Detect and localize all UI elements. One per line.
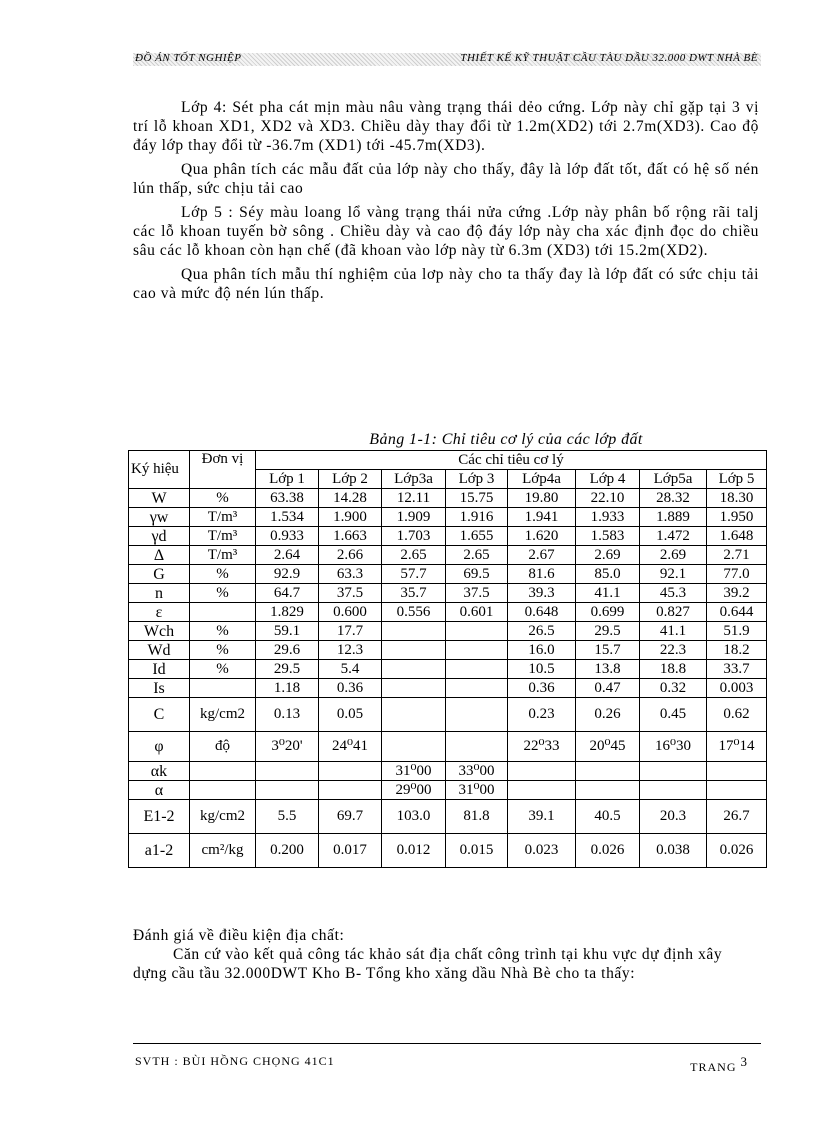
row-value: 0.13 xyxy=(256,698,319,732)
row-unit: T/m³ xyxy=(190,546,256,565)
row-symbol: φ xyxy=(129,732,190,762)
row-value: 0.601 xyxy=(446,603,508,622)
row-value: 69.7 xyxy=(319,800,382,834)
col-symbol-header: Ký hiệu xyxy=(129,451,190,489)
row-value: 17.7 xyxy=(319,622,382,641)
footer-author: SVTH : BÙI HỒNG CHỌNG 41C1 xyxy=(135,1054,335,1068)
row-value: 0.26 xyxy=(576,698,640,732)
row-value: 0.699 xyxy=(576,603,640,622)
row-value: 16.0 xyxy=(508,641,576,660)
row-value: 0.015 xyxy=(446,834,508,868)
row-value xyxy=(446,679,508,698)
row-symbol: αk xyxy=(129,762,190,781)
row-value: 85.0 xyxy=(576,565,640,584)
row-value: 1.534 xyxy=(256,508,319,527)
row-value xyxy=(446,622,508,641)
row-value: 26.5 xyxy=(508,622,576,641)
row-value: 3⁰20' xyxy=(256,732,319,762)
row-symbol: ε xyxy=(129,603,190,622)
row-value: 20.3 xyxy=(640,800,707,834)
row-value: 2.69 xyxy=(640,546,707,565)
col-unit-header: Đơn vị xyxy=(190,451,256,489)
footer-rule xyxy=(133,1043,761,1044)
table-row xyxy=(129,622,767,641)
row-unit: cm²/kg xyxy=(190,834,256,868)
row-value xyxy=(319,762,382,781)
paragraph-layer-4-analysis: Qua phân tích các mẫu đất của lớp này cho thấy, đây là lớp đất tốt, đất có hệ số nén lún thấp, sức chịu tải cao xyxy=(133,161,759,197)
row-value: 37.5 xyxy=(319,584,382,603)
row-value: 31⁰00 xyxy=(446,781,508,800)
row-value: 0.026 xyxy=(576,834,640,868)
row-symbol: W xyxy=(129,489,190,508)
row-value: 81.8 xyxy=(446,800,508,834)
row-value xyxy=(576,762,640,781)
row-value: 37.5 xyxy=(446,584,508,603)
row-value: 59.1 xyxy=(256,622,319,641)
row-value: 63.3 xyxy=(319,565,382,584)
row-value: 2.69 xyxy=(576,546,640,565)
row-unit: kg/cm2 xyxy=(190,698,256,732)
row-value: 0.026 xyxy=(707,834,767,868)
row-value: 0.556 xyxy=(382,603,446,622)
row-value: 39.3 xyxy=(508,584,576,603)
table-row xyxy=(129,641,767,660)
row-value: 20⁰45 xyxy=(576,732,640,762)
row-symbol: Is xyxy=(129,679,190,698)
row-value: 0.47 xyxy=(576,679,640,698)
footer-page-number: 3 xyxy=(740,1054,748,1069)
row-value xyxy=(707,781,767,800)
row-value: 39.1 xyxy=(508,800,576,834)
row-value: 0.648 xyxy=(508,603,576,622)
row-value: 0.012 xyxy=(382,834,446,868)
row-value: 0.933 xyxy=(256,527,319,546)
row-value: 35.7 xyxy=(382,584,446,603)
row-value: 31⁰00 xyxy=(382,762,446,781)
table-row xyxy=(129,584,767,603)
row-value: 41.1 xyxy=(640,622,707,641)
row-value: 1.941 xyxy=(508,508,576,527)
row-value: 57.7 xyxy=(382,565,446,584)
row-value: 2.71 xyxy=(707,546,767,565)
row-value: 2.66 xyxy=(319,546,382,565)
table-row xyxy=(129,546,767,565)
row-value: 1.648 xyxy=(707,527,767,546)
assessment-section xyxy=(133,926,759,983)
table-row xyxy=(129,527,767,546)
row-value: 0.600 xyxy=(319,603,382,622)
row-value xyxy=(382,698,446,732)
row-value xyxy=(640,781,707,800)
row-symbol: G xyxy=(129,565,190,584)
row-value: 0.32 xyxy=(640,679,707,698)
row-unit: % xyxy=(190,641,256,660)
row-unit xyxy=(190,762,256,781)
row-value: 1.663 xyxy=(319,527,382,546)
row-value: 24⁰41 xyxy=(319,732,382,762)
table-row xyxy=(129,834,767,868)
row-value: 18.2 xyxy=(707,641,767,660)
row-value: 0.023 xyxy=(508,834,576,868)
row-value: 0.038 xyxy=(640,834,707,868)
row-value: 22.3 xyxy=(640,641,707,660)
row-symbol: γd xyxy=(129,527,190,546)
row-value xyxy=(446,732,508,762)
table-row xyxy=(129,565,767,584)
table-row xyxy=(129,762,767,781)
row-value: 51.9 xyxy=(707,622,767,641)
row-value: 1.583 xyxy=(576,527,640,546)
row-symbol: Wd xyxy=(129,641,190,660)
row-value: 17⁰14 xyxy=(707,732,767,762)
row-value: 14.28 xyxy=(319,489,382,508)
row-value: 5.4 xyxy=(319,660,382,679)
layer-header: Lớp 3 xyxy=(446,470,508,489)
row-value: 2.64 xyxy=(256,546,319,565)
layer-header: Lớp 1 xyxy=(256,470,319,489)
row-unit: % xyxy=(190,584,256,603)
table-row xyxy=(129,508,767,527)
layer-header: Lớp4a xyxy=(508,470,576,489)
row-value: 1.916 xyxy=(446,508,508,527)
row-value: 28.32 xyxy=(640,489,707,508)
row-value xyxy=(446,698,508,732)
row-value: 77.0 xyxy=(707,565,767,584)
row-value: 0.003 xyxy=(707,679,767,698)
row-value: 69.5 xyxy=(446,565,508,584)
row-value xyxy=(640,762,707,781)
footer-page-label: TRANG xyxy=(690,1060,737,1074)
row-value: 92.9 xyxy=(256,565,319,584)
row-value: 40.5 xyxy=(576,800,640,834)
assessment-text: Căn cứ vào kết quả công tác khảo sát địa chất công trình tại khu vực dự định xây dựng cầu tầu 32.000DWT Kho B- Tổng kho xăng dầu Nhà Bè cho ta thấy: xyxy=(133,946,723,982)
row-value xyxy=(707,762,767,781)
row-value: 15.75 xyxy=(446,489,508,508)
row-unit: % xyxy=(190,660,256,679)
row-value xyxy=(382,679,446,698)
row-value xyxy=(382,622,446,641)
row-unit: % xyxy=(190,622,256,641)
row-value: 45.3 xyxy=(640,584,707,603)
row-value xyxy=(446,641,508,660)
row-value xyxy=(382,660,446,679)
row-value: 2.67 xyxy=(508,546,576,565)
row-value: 41.1 xyxy=(576,584,640,603)
row-value: 0.36 xyxy=(319,679,382,698)
row-value: 15.7 xyxy=(576,641,640,660)
row-value: 1.703 xyxy=(382,527,446,546)
row-value: 63.38 xyxy=(256,489,319,508)
row-value: 2.65 xyxy=(446,546,508,565)
row-unit: kg/cm2 xyxy=(190,800,256,834)
table-row xyxy=(129,603,767,622)
header-right-title: THIẾT KẾ KỸ THUẬT CẦU TÀU DẦU 32.000 DWT NHÀ BÈ xyxy=(460,52,758,64)
row-value: 0.62 xyxy=(707,698,767,732)
table-body xyxy=(129,489,767,868)
row-unit xyxy=(190,781,256,800)
row-symbol: Δ xyxy=(129,546,190,565)
row-value: 29.5 xyxy=(256,660,319,679)
row-value: 13.8 xyxy=(576,660,640,679)
row-value: 29.6 xyxy=(256,641,319,660)
row-value: 10.5 xyxy=(508,660,576,679)
row-value: 22.10 xyxy=(576,489,640,508)
row-value: 5.5 xyxy=(256,800,319,834)
row-value: 81.6 xyxy=(508,565,576,584)
row-value: 0.05 xyxy=(319,698,382,732)
row-value: 1.900 xyxy=(319,508,382,527)
paragraph-layer-5: Lớp 5 : Séy màu loang lổ vàng trạng thái nửa cứng .Lớp này phân bố rộng rãi talj các lỗ khoan tuyến bờ sông . Chiều dày và cao độ đáy lớp này cha xác định đọc do chiều sâu các lỗ khoan còn hạn chế (đã khoan vào lớp này từ 6.3m (XD3) tới 15.2m(XD2). xyxy=(133,204,759,259)
row-value: 1.472 xyxy=(640,527,707,546)
row-value: 0.200 xyxy=(256,834,319,868)
row-value: 1.950 xyxy=(707,508,767,527)
footer-page xyxy=(690,1054,748,1075)
row-unit: T/m³ xyxy=(190,527,256,546)
table-row xyxy=(129,660,767,679)
row-value xyxy=(508,762,576,781)
body-paragraphs xyxy=(133,98,759,308)
row-value: 22⁰33 xyxy=(508,732,576,762)
table-header-row xyxy=(129,451,767,470)
row-symbol: a1-2 xyxy=(129,834,190,868)
row-value: 0.017 xyxy=(319,834,382,868)
row-value: 16⁰30 xyxy=(640,732,707,762)
row-unit: % xyxy=(190,565,256,584)
assessment-heading: Đánh giá về điều kiện địa chất: xyxy=(133,927,345,944)
row-value: 1.829 xyxy=(256,603,319,622)
table-row xyxy=(129,679,767,698)
row-value: 12.3 xyxy=(319,641,382,660)
row-value: 29⁰00 xyxy=(382,781,446,800)
layer-header: Lớp5a xyxy=(640,470,707,489)
row-value: 64.7 xyxy=(256,584,319,603)
paragraph-layer-5-analysis: Qua phân tích mẫu thí nghiệm của lơp này cho ta thấy đay là lớp đất có sức chịu tải cao và mức độ nén lún thấp. xyxy=(133,266,759,302)
row-value: 29.5 xyxy=(576,622,640,641)
table-row xyxy=(129,698,767,732)
row-value: 1.889 xyxy=(640,508,707,527)
row-symbol: C xyxy=(129,698,190,732)
row-value xyxy=(256,781,319,800)
row-value xyxy=(508,781,576,800)
row-symbol: α xyxy=(129,781,190,800)
table-row xyxy=(129,732,767,762)
table-row xyxy=(129,781,767,800)
row-value: 12.11 xyxy=(382,489,446,508)
row-value: 19.80 xyxy=(508,489,576,508)
row-value xyxy=(382,732,446,762)
row-unit: độ xyxy=(190,732,256,762)
layer-header: Lớp3a xyxy=(382,470,446,489)
row-value: 1.18 xyxy=(256,679,319,698)
row-value: 33⁰00 xyxy=(446,762,508,781)
row-symbol: E1-2 xyxy=(129,800,190,834)
row-value xyxy=(382,641,446,660)
row-value: 103.0 xyxy=(382,800,446,834)
row-unit: % xyxy=(190,489,256,508)
row-value: 92.1 xyxy=(640,565,707,584)
row-value: 0.23 xyxy=(508,698,576,732)
row-value: 1.620 xyxy=(508,527,576,546)
row-value: 1.909 xyxy=(382,508,446,527)
row-symbol: Id xyxy=(129,660,190,679)
group-header: Các chỉ tiêu cơ lý xyxy=(256,451,767,470)
header-left-title: ĐỒ ÁN TỐT NGHIỆP xyxy=(135,52,242,64)
row-value: 0.36 xyxy=(508,679,576,698)
row-value xyxy=(446,660,508,679)
row-value: 1.655 xyxy=(446,527,508,546)
row-value: 39.2 xyxy=(707,584,767,603)
table-row xyxy=(129,800,767,834)
layer-header: Lớp 5 xyxy=(707,470,767,489)
row-symbol: Wch xyxy=(129,622,190,641)
row-unit xyxy=(190,603,256,622)
row-unit: T/m³ xyxy=(190,508,256,527)
row-value: 18.8 xyxy=(640,660,707,679)
row-value: 18.30 xyxy=(707,489,767,508)
row-value: 1.933 xyxy=(576,508,640,527)
layer-header: Lớp 2 xyxy=(319,470,382,489)
row-value: 0.827 xyxy=(640,603,707,622)
paragraph-layer-4: Lớp 4: Sét pha cát mịn màu nâu vàng trạng thái dẻo cứng. Lớp này chỉ gặp tại 3 vị trí lỗ khoan XD1, XD2 và XD3. Chiều dày thay đổi từ 1.2m(XD2) tới 2.7m(XD3). Cao độ đáy lớp thay đổi từ -36.7m (XD1) tới -45.7m(XD3). xyxy=(133,99,759,154)
row-value xyxy=(576,781,640,800)
row-symbol: γw xyxy=(129,508,190,527)
layer-header: Lớp 4 xyxy=(576,470,640,489)
row-value: 0.644 xyxy=(707,603,767,622)
row-value: 26.7 xyxy=(707,800,767,834)
row-value xyxy=(256,762,319,781)
table-caption: Bảng 1-1: Chỉ tiêu cơ lý của các lớp đất xyxy=(369,431,643,448)
row-unit xyxy=(190,679,256,698)
row-value: 33.7 xyxy=(707,660,767,679)
row-value xyxy=(319,781,382,800)
table-row xyxy=(129,489,767,508)
row-value: 0.45 xyxy=(640,698,707,732)
row-value: 2.65 xyxy=(382,546,446,565)
soil-properties-table xyxy=(128,450,767,868)
row-symbol: n xyxy=(129,584,190,603)
